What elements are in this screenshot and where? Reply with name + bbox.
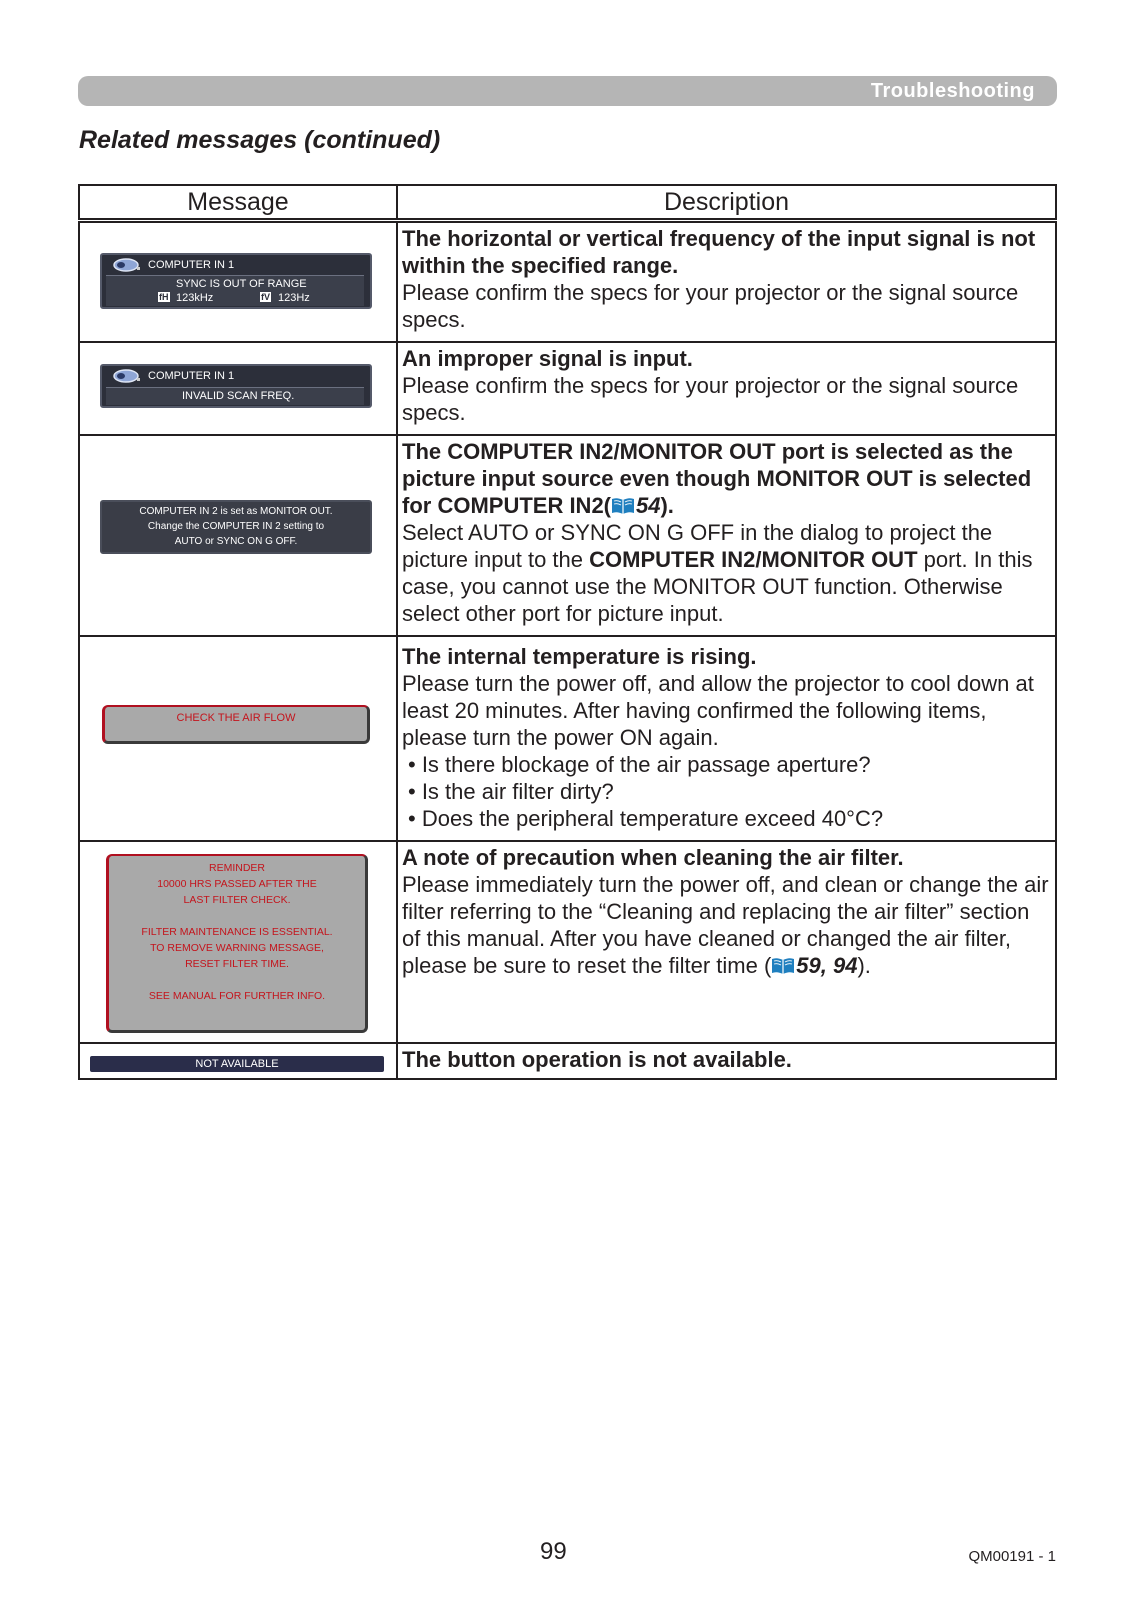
page-title: Related messages (continued): [79, 126, 441, 154]
lead-text-end: ).: [660, 493, 674, 518]
osd-check-air-flow: [102, 705, 370, 744]
list-item: • Does the peripheral temperature exceed 40°C?: [408, 806, 884, 831]
osd-line: SEE MANUAL FOR FURTHER INFO.: [148, 990, 326, 1002]
description-cell: [397, 841, 1056, 1043]
description-lead: [402, 438, 1051, 519]
osd-body: [106, 387, 364, 405]
osd-line: REMINDER: [208, 862, 265, 874]
table-row: [79, 636, 1056, 841]
column-header-description: Description: [397, 185, 1056, 221]
list-item: • Is the air filter dirty?: [408, 779, 614, 804]
osd-line: RESET FILTER TIME.: [185, 958, 289, 970]
description-cell: [397, 435, 1056, 636]
osd-not-available: [90, 1056, 384, 1072]
description-cell: [397, 342, 1056, 435]
description-lead: A note of precaution when cleaning the air filter.: [402, 845, 904, 870]
body-text-end: port. In this case, you cannot use the MONITOR OUT function. Otherwise select other port for picture input.: [402, 547, 1033, 626]
osd-monitor-out-dialog: [100, 500, 372, 554]
description-lead: The horizontal or vertical frequency of the input signal is not within the specified range.: [402, 226, 1036, 278]
description-cell: [397, 221, 1056, 343]
osd-title: COMPUTER IN 1: [148, 370, 235, 382]
osd-message: SYNC IS OUT OF RANGE: [176, 278, 307, 290]
projector-icon: [112, 256, 142, 274]
osd-line: 10000 HRS PASSED AFTER THE: [157, 878, 317, 890]
body-text-end: ).: [857, 953, 871, 978]
body-emphasis: COMPUTER IN2/MONITOR OUT: [589, 547, 918, 572]
description-body: Please confirm the specs for your projector or the signal source specs.: [402, 373, 1019, 425]
book-icon: [771, 957, 795, 975]
description-lead: The button operation is not available.: [402, 1047, 792, 1072]
fv-icon: fV: [261, 292, 270, 302]
osd-invalid-scan-freq: [100, 364, 372, 408]
osd-line: COMPUTER IN 2 is set as MONITOR OUT.: [139, 506, 333, 517]
messages-table: [78, 184, 1057, 1080]
description-cell: [397, 636, 1056, 841]
message-cell: [79, 435, 397, 636]
body-text: Please immediately turn the power off, and clean or change the air filter referring to the “Cleaning and replacing the air filter” section of this manual. After you have cleaned or changed the air filter, please be sure to reset the filter time (: [402, 872, 1049, 978]
osd-message: NOT AVAILABLE: [195, 1058, 279, 1070]
osd-message: CHECK THE AIR FLOW: [176, 712, 296, 724]
description-body: [402, 872, 1049, 978]
document-code: QM00191 - 1: [968, 1548, 1056, 1565]
message-cell: [79, 342, 397, 435]
page-reference[interactable]: 54: [636, 493, 661, 518]
osd-line: AUTO or SYNC ON G OFF.: [174, 536, 298, 547]
fh-icon: fH: [159, 292, 169, 302]
osd-title: COMPUTER IN 1: [148, 259, 235, 271]
osd-message: INVALID SCAN FREQ.: [182, 390, 295, 402]
table-row: [79, 342, 1056, 435]
table-row: [79, 841, 1056, 1043]
fv-value: 123Hz: [278, 292, 310, 304]
table-header-row: [79, 185, 1056, 221]
book-icon: [611, 497, 635, 515]
message-cell: [79, 841, 397, 1043]
osd-body: [106, 275, 364, 306]
column-header-message: Message: [79, 185, 397, 221]
page-number: 99: [540, 1538, 567, 1565]
osd-filter-reminder: [106, 854, 368, 1033]
fh-value: 123kHz: [176, 292, 214, 304]
osd-sync-out-of-range: [100, 253, 372, 309]
table-row: [79, 435, 1056, 636]
description-lead: The internal temperature is rising.: [402, 644, 757, 669]
osd-line: Change the COMPUTER IN 2 setting to: [147, 521, 325, 532]
body-text: Select AUTO or SYNC ON G OFF in the dialog to project the picture input to the: [402, 520, 993, 572]
list-item: • Is there blockage of the air passage aperture?: [408, 752, 871, 777]
lead-text: The COMPUTER IN2/MONITOR OUT port is selected as the picture input source even though MONITOR OUT is selected for COMPUTER IN2(: [402, 439, 1032, 518]
table-row: [79, 221, 1056, 343]
osd-line: LAST FILTER CHECK.: [183, 894, 291, 906]
message-cell: [79, 1043, 397, 1079]
description-lead: An improper signal is input.: [402, 346, 693, 371]
table-row: [79, 1043, 1056, 1079]
description-body: Please confirm the specs for your projector or the signal source specs.: [402, 280, 1019, 332]
description-body: Please turn the power off, and allow the projector to cool down at least 20 minutes. After having confirmed the following items, please turn the power ON again.: [402, 671, 1034, 750]
description-cell: [397, 1043, 1056, 1079]
header-bar: [78, 76, 1057, 106]
page-reference[interactable]: 59, 94: [796, 953, 858, 978]
message-cell: [79, 221, 397, 343]
osd-line: TO REMOVE WARNING MESSAGE,: [150, 942, 324, 954]
osd-line: FILTER MAINTENANCE IS ESSENTIAL.: [141, 926, 333, 938]
message-cell: [79, 636, 397, 841]
projector-icon: [112, 367, 142, 385]
section-label: Troubleshooting: [870, 80, 1035, 102]
description-body: [402, 520, 1032, 626]
